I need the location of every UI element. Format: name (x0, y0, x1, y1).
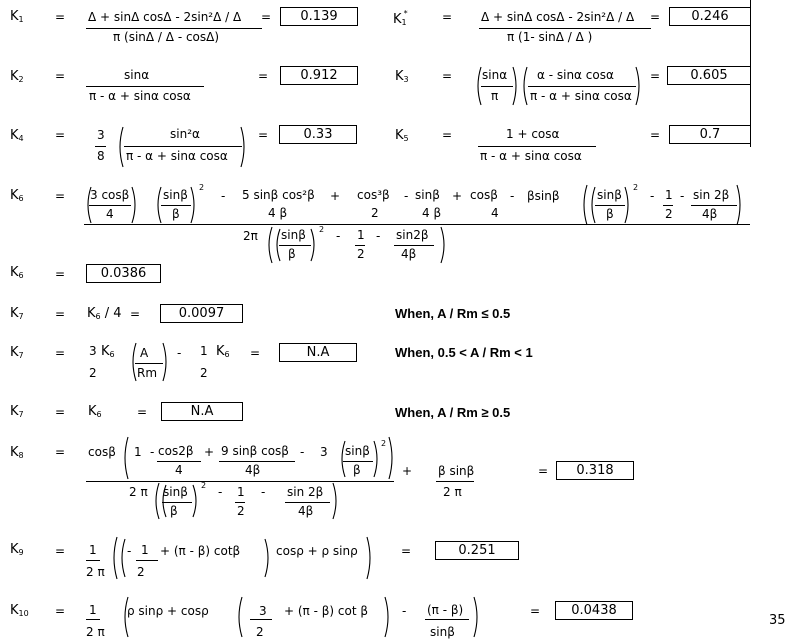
k9-symbol: $K_9$ (10, 542, 24, 557)
equals-sign: = (55, 346, 66, 360)
k7b-coef2-numerator: 1 (200, 344, 208, 358)
exponent: 2 (381, 439, 387, 448)
k8-den-denominator2: 2 (237, 504, 245, 518)
k2-symbol: $K_2$ (10, 69, 24, 84)
k8-den-denominator1: β (170, 504, 178, 518)
k10-term-a: ρ sinρ + cosρ (127, 604, 209, 618)
k10-coef-numerator: 1 (89, 603, 97, 617)
k8-three: 3 (320, 445, 328, 459)
k8-b-numerator: 9 sinβ cosβ (221, 444, 289, 458)
right-paren (388, 436, 396, 480)
right-paren (373, 440, 381, 478)
k5-symbol: $K_5$ (395, 128, 409, 143)
minus-sign: - (221, 189, 226, 203)
fraction-bar (89, 205, 131, 206)
k6-term6-denominator: 4 (491, 206, 499, 220)
equals-sign: = (55, 189, 66, 203)
fraction-bar (691, 205, 737, 206)
left-paren (110, 536, 118, 580)
k9-one: 1 (141, 543, 149, 557)
k2-numerator: sinα (124, 68, 150, 82)
k6-den-numerator3: sin2β (396, 228, 429, 242)
equals-sign: = (442, 128, 453, 142)
equals-sign: = (137, 405, 148, 419)
k7c-k6: $K_6$ (88, 404, 102, 419)
exponent: 2 (319, 225, 325, 234)
k5-numerator: 1 + cosα (506, 127, 560, 141)
k8-den-numerator2: 1 (237, 485, 245, 499)
fraction-bar (279, 245, 311, 246)
k4-denominator: π - α + sinα cosα (126, 149, 228, 163)
k7-symbol: $K_7$ (10, 404, 24, 419)
fraction-bar (162, 502, 192, 503)
equals-sign: = (261, 10, 272, 24)
k6-term7: βsinβ (527, 189, 560, 203)
k6-term8-denominator: β (606, 207, 614, 221)
plus-sign: + (402, 464, 413, 478)
equals-sign: = (538, 464, 549, 478)
k6-term8-numerator: sinβ (597, 188, 622, 202)
k7b-value-box: N.A (279, 343, 357, 362)
minus-sign: - (177, 346, 182, 360)
k8-den-2pi: 2 π (129, 485, 148, 499)
equals-sign: = (650, 128, 661, 142)
right-paren (512, 66, 520, 106)
k10-c-denominator: sinβ (430, 625, 455, 639)
fraction-bar (343, 461, 373, 462)
k6-den-denominator2: 2 (357, 247, 365, 261)
left-paren (265, 226, 273, 264)
k4-coef-denominator: 8 (97, 149, 105, 163)
right-paren (190, 186, 198, 224)
k7b-ratio-denominator: Rm (137, 366, 158, 380)
right-paren (162, 342, 170, 382)
minus-sign: - (300, 445, 305, 459)
minus-sign: - (404, 189, 409, 203)
k2-value-box: 0.912 (280, 66, 358, 85)
fraction-bar (479, 28, 651, 29)
fraction-bar (161, 205, 191, 206)
k7b-coef-denominator: 2 (89, 366, 97, 380)
k3-value-box: 0.605 (667, 66, 751, 85)
k7-value-box: 0.0097 (160, 304, 243, 323)
k8-c-denominator: β (353, 463, 361, 477)
plus-sign: + (452, 189, 463, 203)
k9-tail: cosρ + ρ sinρ (276, 544, 358, 558)
k1-value-box: 0.139 (280, 7, 358, 26)
equals-sign: = (55, 10, 66, 24)
right-paren (131, 186, 139, 224)
k1-numerator: Δ + sinΔ cosΔ - 2sin²Δ / Δ (88, 10, 242, 24)
right-paren (635, 66, 643, 106)
k7-condition: When, A / Rm ≤ 0.5 (395, 306, 511, 321)
minus-sign: - (261, 485, 266, 499)
equals-sign: = (55, 405, 66, 419)
fraction-bar (528, 86, 636, 87)
minus-sign: - (510, 189, 515, 203)
fraction-bar (250, 619, 272, 620)
k7b-ratio-numerator: A (140, 346, 149, 360)
k7c-value-box: N.A (161, 402, 243, 421)
k9-rest: + (π - β) cotβ (160, 544, 241, 558)
fraction-bar (124, 146, 242, 147)
k8-e-denominator: 2 π (443, 485, 462, 499)
k8-a-denominator: 4 (175, 463, 183, 477)
k7-symbol: $K_7$ (10, 345, 24, 360)
k6-value-box: 0.0386 (86, 264, 161, 283)
k10-two: 2 (256, 625, 264, 639)
k6-term5-denominator: 4 β (422, 206, 442, 220)
k5-value-box: 0.7 (669, 125, 751, 144)
main-fraction-bar (84, 224, 750, 225)
fraction-bar (595, 205, 625, 206)
k8-value-box: 0.318 (556, 461, 634, 480)
k8-cos: cosβ (88, 445, 116, 459)
k4-value-box: 0.33 (279, 125, 357, 144)
minus-sign: - (336, 229, 341, 243)
fraction-bar (157, 461, 201, 462)
equals-sign: = (258, 69, 269, 83)
fraction-bar (136, 560, 158, 561)
fraction-bar (285, 502, 330, 503)
k9-two: 2 (137, 565, 145, 579)
right-paren (332, 482, 340, 520)
fraction-bar (235, 502, 245, 503)
fraction-bar (135, 363, 163, 364)
k7c-condition: When, A / Rm ≥ 0.5 (395, 405, 511, 420)
fraction-bar (86, 560, 100, 561)
equals-sign: = (55, 544, 66, 558)
minus-sign: - (218, 485, 223, 499)
k9-value-box: 0.251 (435, 541, 519, 560)
k6-term6-numerator: cosβ (470, 188, 498, 202)
plus-sign: + (330, 189, 341, 203)
k6-term2-denominator: β (172, 207, 180, 221)
equals-sign: = (442, 10, 453, 24)
k6-den-denominator3: 4β (401, 247, 417, 261)
plus-sign: + (204, 445, 215, 459)
k6-term3-numerator: 5 sinβ cos²β (242, 188, 315, 202)
k4-coef-numerator: 3 (97, 128, 105, 142)
k6-term1-numerator: 3 cosβ (90, 188, 130, 202)
k6-symbol: $K_6$ (10, 188, 24, 203)
page-number: 35 (769, 613, 786, 628)
fraction-bar (436, 481, 474, 482)
k6-term10-denominator: 4β (702, 207, 718, 221)
equals-sign: = (258, 128, 269, 142)
k6-term2-numerator: sinβ (163, 188, 188, 202)
k1-star-value-box: 0.246 (669, 7, 751, 26)
equals-sign: = (650, 69, 661, 83)
main-fraction-bar (86, 481, 394, 482)
k4-numerator: sin²α (170, 127, 200, 141)
k8-symbol: $K_8$ (10, 445, 24, 460)
equals-sign: = (55, 445, 66, 459)
fraction-bar (355, 245, 365, 246)
minus-sign: - (376, 229, 381, 243)
minus-sign: - (650, 189, 655, 203)
right-paren (240, 126, 248, 168)
k9-coef-denominator: 2 π (86, 565, 105, 579)
k8-den-numerator3: sin 2β (287, 485, 324, 499)
left-paren (121, 436, 129, 480)
equals-sign: = (401, 544, 412, 558)
equals-sign: = (530, 604, 541, 618)
equals-sign: = (55, 307, 66, 321)
exponent: 2 (633, 183, 639, 192)
equals-sign: = (650, 10, 661, 24)
k8-den-numerator1: sinβ (163, 485, 188, 499)
k3-frac2-denominator: π - α + sinα cosα (530, 89, 632, 103)
k6-term9-denominator: 2 (665, 207, 673, 221)
k10-term-b: + (π - β) cot β (284, 604, 369, 618)
fraction-bar (478, 146, 596, 147)
right-paren (624, 186, 632, 224)
equals-sign: = (250, 346, 261, 360)
k8-a-numerator: cos2β (158, 444, 194, 458)
minus-sign: - (680, 189, 685, 203)
k10-coef-denominator: 2 π (86, 625, 105, 639)
right-paren (736, 184, 744, 226)
k6-term4-numerator: cos³β (357, 188, 390, 202)
k7-expression: $K_6 / 4$ (87, 306, 122, 321)
k10-value-box: 0.0438 (555, 601, 633, 620)
k3-frac1-numerator: sinα (482, 68, 508, 82)
k7b-k6: $K_6$ (101, 344, 115, 359)
right-paren (192, 484, 200, 518)
k6-term4-denominator: 2 (371, 206, 379, 220)
left-paren (118, 538, 126, 578)
minus-sign: - (402, 604, 407, 618)
left-paren (116, 126, 124, 168)
k10-c-numerator: (π - β) (427, 603, 464, 617)
equals-sign: = (130, 307, 141, 321)
k2-denominator: π - α + sinα cosα (89, 89, 191, 103)
k9-coef-numerator: 1 (89, 543, 97, 557)
fraction-bar (663, 205, 673, 206)
k3-frac2-numerator: α - sinα cosα (537, 68, 614, 82)
k6-term3-denominator: 4 β (268, 206, 288, 220)
k1-star-numerator: Δ + sinΔ cosΔ - 2sin²Δ / Δ (481, 10, 635, 24)
equals-sign: = (442, 69, 453, 83)
k4-symbol: $K_4$ (10, 128, 24, 143)
k6-den-numerator1: sinβ (281, 228, 306, 242)
k6-term9-numerator: 1 (665, 188, 673, 202)
k10-symbol: $K_{10}$ (10, 603, 29, 618)
k1-star-denominator: π (1- sinΔ / Δ ) (507, 30, 593, 44)
k8-one: 1 (134, 445, 142, 459)
k8-c-numerator: sinβ (345, 444, 370, 458)
k3-symbol: $K_3$ (395, 69, 409, 84)
fraction-bar (481, 86, 513, 87)
right-paren (440, 226, 448, 264)
k1-symbol: $K_1$ (10, 9, 24, 24)
equals-sign: = (55, 69, 66, 83)
k6-den-numerator2: 1 (357, 228, 365, 242)
exponent: 2 (199, 183, 205, 192)
k6-term1-denominator: 4 (106, 207, 114, 221)
left-paren (129, 342, 137, 382)
right-paren (473, 596, 481, 638)
k8-den-denominator3: 4β (298, 504, 314, 518)
minus-sign: - (150, 445, 155, 459)
k8-e-numerator: β sinβ (438, 464, 475, 478)
k6-den-denominator1: β (288, 247, 296, 261)
k6-term5-numerator: sinβ (415, 188, 440, 202)
k8-b-denominator: 4β (245, 463, 261, 477)
fraction-bar (394, 245, 434, 246)
fraction-bar (86, 619, 100, 620)
right-paren (384, 596, 392, 638)
exponent: 2 (201, 481, 207, 490)
fraction-bar (425, 619, 469, 620)
k1-star-symbol: $K_1^*$ (393, 9, 408, 27)
equals-sign: = (55, 604, 66, 618)
right-paren (366, 536, 374, 580)
k7b-coef-numerator: 3 (89, 344, 97, 358)
left-paren (520, 66, 528, 106)
fraction-bar (86, 86, 204, 87)
k1-denominator: π (sinΔ / Δ - cosΔ) (113, 30, 220, 44)
k5-denominator: π - α + sinα cosα (480, 149, 582, 163)
k7b-coef2-denominator: 2 (200, 366, 208, 380)
k6-term10-numerator: sin 2β (693, 188, 730, 202)
minus-sign: - (127, 544, 132, 558)
fraction-bar (86, 28, 262, 29)
k10-three: 3 (259, 604, 267, 618)
k7b-condition: When, 0.5 < A / Rm < 1 (395, 345, 533, 360)
equals-sign: = (55, 128, 66, 142)
equals-sign: = (55, 267, 66, 281)
fraction-bar (95, 146, 106, 147)
fraction-bar (219, 461, 295, 462)
right-paren (264, 538, 272, 578)
k6-symbol: $K_6$ (10, 265, 24, 280)
left-paren (235, 596, 243, 638)
k3-frac1-denominator: π (491, 89, 499, 103)
k7b-k6: $K_6$ (216, 344, 230, 359)
right-paren (310, 228, 318, 262)
k6-den-2pi: 2π (243, 229, 258, 243)
k7-symbol: $K_7$ (10, 306, 24, 321)
left-paren (580, 184, 588, 226)
